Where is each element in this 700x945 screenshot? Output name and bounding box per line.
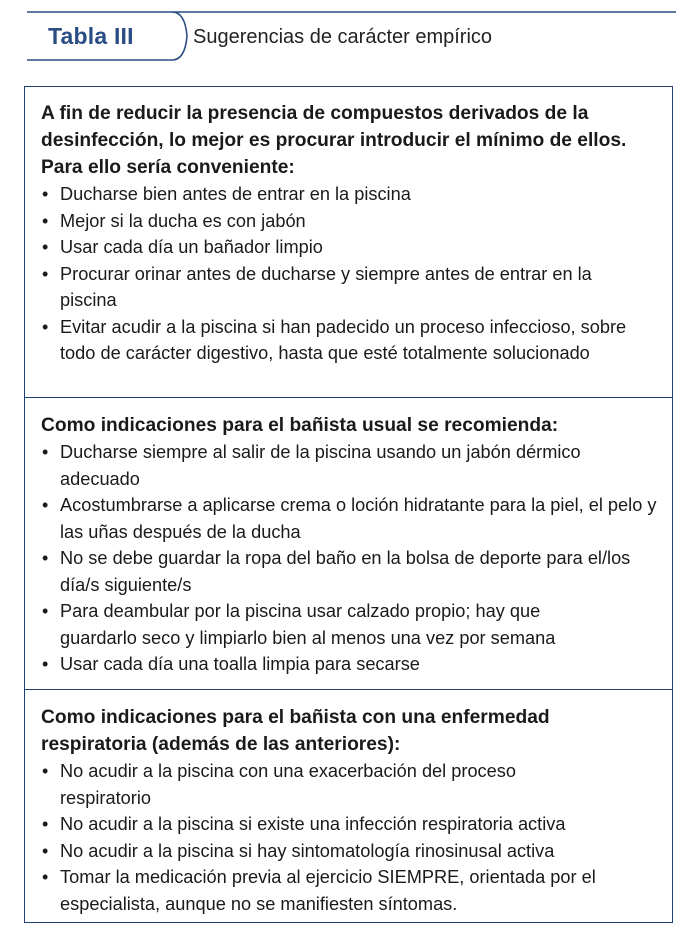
- section-disinfection: [25, 87, 672, 397]
- list-item: • Ducharse siempre al salir de la piscina usando un jabón dérmico adecuado: [41, 439, 650, 492]
- list-item: • Tomar la medicación previa al ejercicio SIEMPRE, orientada por el especialista, aunque no se manifiesten síntomas.: [41, 864, 650, 917]
- list-item: • Evitar acudir a la piscina si han padecido un proceso infeccioso, sobre todo de carácter digestivo, hasta que esté totalmente solucionado: [41, 314, 640, 367]
- table-number: Tabla III: [48, 23, 134, 49]
- list-item: • Acostumbrarse a aplicarse crema o loción hidratante para la piel, el pelo y las uñas después de la ducha: [41, 492, 660, 545]
- section-intro: A fin de reducir la presencia de compuestos derivados de la desinfección, lo mejor es procurar introducir el mínimo de ellos. Para ello sería conveniente:: [41, 103, 627, 178]
- list-item: • Para deambular por la piscina usar calzado propio; hay que guardarlo seco y limpiarlo bien al menos una vez por semana: [41, 598, 620, 651]
- section-intro: Como indicaciones para el bañista usual se recomienda:: [41, 415, 559, 436]
- section-intro: Como indicaciones para el bañista con una enfermedad respiratoria (además de las anteriores):: [41, 707, 550, 755]
- list-item: • Usar cada día un bañador limpio: [41, 234, 658, 261]
- section-usual-bather: [25, 397, 672, 689]
- bullet-list: [41, 181, 658, 367]
- bullet-list: [41, 758, 658, 917]
- list-item: • No acudir a la piscina si hay sintomatología rinosinusal activa: [41, 838, 658, 865]
- list-item: • Mejor si la ducha es con jabón: [41, 208, 658, 235]
- list-item: • Ducharse bien antes de entrar en la piscina: [41, 181, 658, 208]
- list-item: • No acudir a la piscina con una exacerbación del proceso respiratorio: [41, 758, 600, 811]
- recommendations-table: [24, 86, 673, 923]
- list-item: • Procurar orinar antes de ducharse y siempre antes de entrar en la piscina: [41, 261, 605, 314]
- bullet-list: [41, 439, 658, 678]
- table-caption: Sugerencias de carácter empírico: [193, 26, 493, 48]
- list-item: • No acudir a la piscina si existe una infección respiratoria activa: [41, 811, 658, 838]
- section-respiratory-bather: [25, 689, 672, 924]
- table-header: [26, 10, 676, 62]
- list-item: • No se debe guardar la ropa del baño en la bolsa de deporte para el/los día/s siguiente/s: [41, 545, 660, 598]
- list-item: • Usar cada día una toalla limpia para secarse: [41, 651, 658, 678]
